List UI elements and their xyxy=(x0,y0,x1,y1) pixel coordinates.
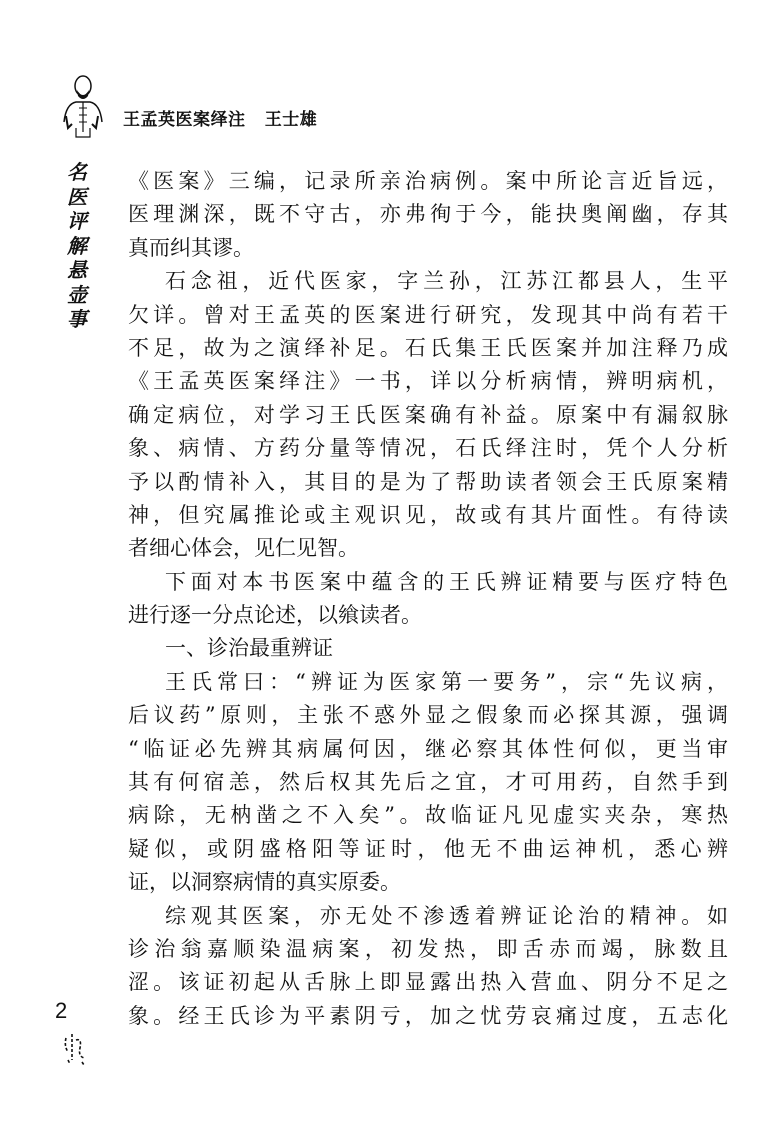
text-line: 后议药”原则，主张不惑外显之假象而必探其源，强调 xyxy=(128,703,728,728)
text-line: 予以酌情补入，其目的是为了帮助读者领会王氏原案精 xyxy=(128,469,728,494)
series-calligraphy-logo: 名医评解悬壶事 xyxy=(67,160,87,331)
text-line: 王氏常曰：“辨证为医家第一要务”，宗“先议病， xyxy=(165,669,728,694)
text-line: 不足，故为之演绎补足。石氏集王氏医案并加注释乃成 xyxy=(128,335,728,360)
text-line: 一、诊治最重辨证 xyxy=(165,636,333,661)
text-line: 证，以洞察病情的真实原委。 xyxy=(128,870,401,895)
text-line: 其有何宿恙，然后权其先后之宜，才可用药，自然手到 xyxy=(128,770,728,795)
text-line: 医理渊深，既不守古，亦弗徇于今，能抉奥阐幽，存其 xyxy=(128,202,728,227)
author-name: 王士雄 xyxy=(264,110,318,130)
text-line: 《医案》三编，记录所亲治病例。案中所论言近旨远， xyxy=(128,169,728,193)
author-portrait-icon xyxy=(60,72,106,138)
text-line: 欠详。曾对王孟英的医案进行研究，发现其中尚有若干 xyxy=(128,302,728,327)
text-line: 涩。该证初起从舌脉上即显露出热入营血、阴分不足之 xyxy=(128,970,728,995)
text-line: 疑似，或阴盛格阳等证时，他无不曲运神机，悉心辨 xyxy=(128,836,728,861)
text-line: 者细心体会，见仁见智。 xyxy=(128,536,359,561)
text-line: 象、病情、方药分量等情况，石氏绎注时，凭个人分析 xyxy=(128,436,728,461)
text-line: 石念祖，近代医家，字兰孙，江苏江都县人，生平 xyxy=(165,269,728,294)
text-line: 真而纠其谬。 xyxy=(128,235,254,260)
book-title: 王孟英医案绎注 xyxy=(123,110,246,130)
text-line: 诊治翁嘉顺染温病案，初发热，即舌赤而竭，脉数且 xyxy=(128,936,728,961)
text-line: “临证必先辨其病属何因，继必察其体性何似，更当审 xyxy=(128,736,728,761)
text-line: 综观其医案，亦无处不渗透着辨证论治的精神。如 xyxy=(165,903,728,928)
body-text xyxy=(128,165,728,1033)
text-line: 确定病位，对学习王氏医案确有补益。原案中有漏叙脉 xyxy=(128,402,728,427)
text-line: 病除，无枘凿之不入矣”。故临证凡见虚实夹杂，寒热 xyxy=(128,803,728,828)
page-number: 2 xyxy=(55,998,68,1023)
text-line: 神，但究属推论或主观识见，故或有其片面性。有待读 xyxy=(128,502,728,527)
text-line: 下面对本书医案中蕴含的王氏辨证精要与医疗特色 xyxy=(165,569,728,594)
text-line: 象。经王氏诊为平素阴亏，加之忧劳哀痛过度，五志化 xyxy=(128,1003,728,1028)
decorative-ornament-icon xyxy=(60,1030,90,1066)
text-line: 进行逐一分点论述，以飨读者。 xyxy=(128,603,422,628)
text-line: 《王孟英医案绎注》一书，详以分析病情，辨明病机， xyxy=(128,369,728,394)
running-header xyxy=(123,105,317,130)
